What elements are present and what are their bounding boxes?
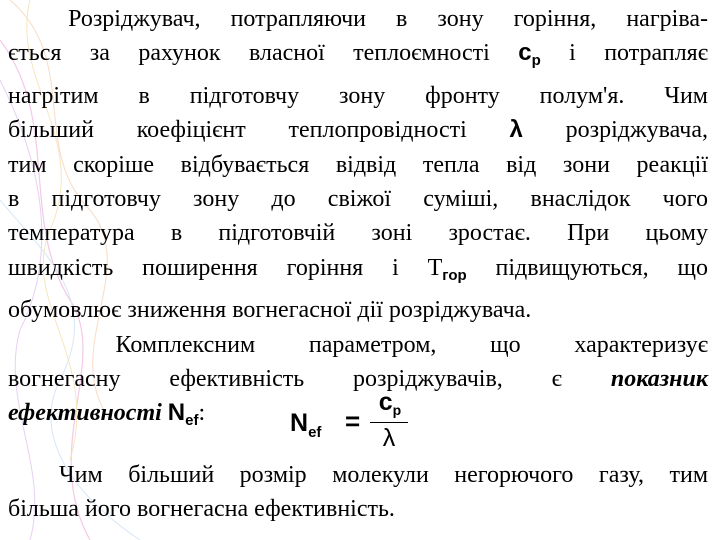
p1-line-3: нагрітим в підготовчу зону фронту полум'я. Чим xyxy=(8,82,708,109)
p3-line-1: Чим більший розмір молекули негорючого газу, тим xyxy=(59,462,709,488)
p1-line-2: ється за рахунок власної теплоємності $c_p$ і потрапляє xyxy=(8,39,709,70)
paragraph-conclusion xyxy=(8,458,708,527)
p1-line-1: Розріджувач, потрапляючи в зону горіння, нагріва- xyxy=(68,6,708,32)
formula-nef xyxy=(290,388,430,462)
p2-line-1: Комплексним параметром, що характеризує xyxy=(115,331,708,358)
formula-numerator: $c_p$ xyxy=(378,388,402,418)
paragraph-main xyxy=(8,2,708,439)
p1-line-4: більший коефіцієнт теплопровідності λ розріджувача, xyxy=(8,116,709,144)
p2-line-2: вогнегасну ефективність розріджувачів, є показник xyxy=(8,366,708,393)
p1-line-7: температура в підготовчій зоні зростає. При цьому xyxy=(8,220,708,247)
p1-line-8: швидкість поширення горіння і $Т_{гор}$ підвищуються, що xyxy=(8,254,708,284)
p1-line-6: в підготовчу зону до свіжої суміші, внаслідок чого xyxy=(8,186,708,213)
p3-line-2: більша його вогнегасна ефективність. xyxy=(8,496,395,523)
p1-line-9: обумовлює зниження вогнегасної дії розріджувача. xyxy=(8,297,532,324)
formula-lhs: $N_{ef}$ xyxy=(290,409,322,441)
fraction-bar xyxy=(370,422,408,423)
formula-equals: = xyxy=(345,406,361,436)
formula-denominator: λ xyxy=(382,424,396,452)
p2-line-3: ефективності $N_{ef}$: xyxy=(8,399,206,430)
p1-line-5: тим скоріше відбувається відвід тепла від зони реакції xyxy=(8,151,708,178)
symbol-lambda: λ xyxy=(509,116,523,144)
symbol-nef: $N_{ef}$ xyxy=(167,399,199,430)
symbol-cp: $c_p$ xyxy=(518,39,541,70)
